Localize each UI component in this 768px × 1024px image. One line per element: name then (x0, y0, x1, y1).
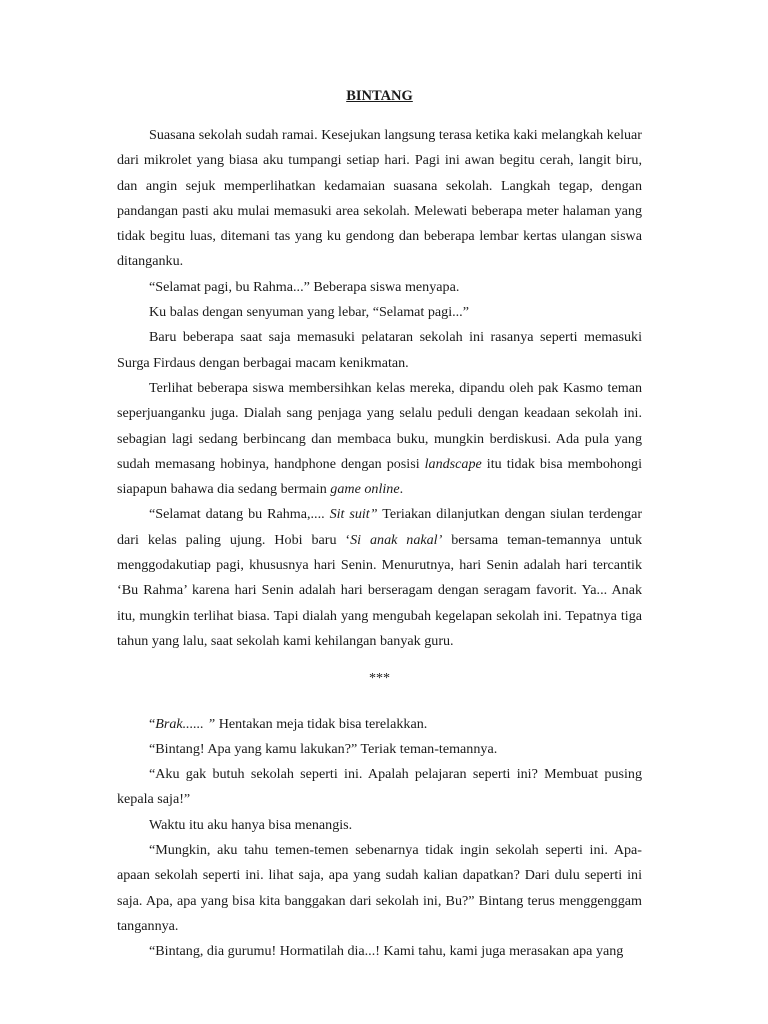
document-title: BINTANG (346, 88, 413, 104)
text-run: Terlihat beberapa siswa membersihkan kelas mereka, dipandu oleh pak Kasmo teman seperjuanganku juga. Dialah sang penjaga yang selalu peduli dengan keadaan sekolah ini. sebagian lagi sedang berbincang dan membaca buku, mungkin berdiskusi. Ada pula yang sudah memasang hobinya, handphone dengan posisi (117, 379, 642, 472)
text-run: Baru beberapa saat saja memasuki pelataran sekolah ini rasanya seperti memasuki Surga Firdaus dengan berbagai macam kenikmatan. (117, 329, 642, 371)
paragraph (117, 300, 642, 325)
italic-text: Sit suit” (329, 506, 378, 523)
italic-text: landscape (424, 455, 482, 472)
paragraph (117, 737, 642, 762)
text-run: “Selamat datang bu Rahma,.... (149, 506, 330, 523)
text-run: “ (149, 715, 156, 732)
text-run: itu tidak bisa membohongi siapapun bahawa dia sedang bermain (117, 455, 642, 498)
italic-text: game online (330, 481, 400, 498)
text-run: “Mungkin, aku tahu temen-temen sebenarnya tidak ingin sekolah seperti ini. Apa-apaan sekolah seperti ini. lihat saja, apa yang sudah kalian dapatkan? Dari dulu seperti ini saja. Apa, apa yang bisa kita banggakan dari sekolah ini, Bu?” Bintang terus menggenggam tangannya. (117, 842, 642, 934)
paragraph (117, 123, 642, 275)
document-page (117, 84, 642, 965)
text-run: Hentakan meja tidak bisa terelakkan. (215, 715, 428, 732)
paragraph (117, 502, 642, 654)
text-run: “Bintang! Apa yang kamu lakukan?” Teriak teman-temannya. (149, 740, 498, 757)
section-separator: *** (369, 671, 390, 687)
italic-text: Brak...... ” (155, 715, 216, 732)
story-part-1 (117, 123, 642, 654)
paragraph (117, 376, 642, 502)
text-run: Teriakan dilanjutkan dengan siulan terdengar dari kelas paling ujung. Hobi baru ‘ (117, 506, 643, 548)
paragraph (117, 275, 642, 300)
italic-text: Si anak nakal’ (350, 531, 443, 548)
paragraph (117, 838, 642, 939)
text-run: . (399, 481, 404, 498)
paragraph (117, 712, 642, 737)
paragraph (117, 325, 642, 376)
paragraph (117, 813, 642, 838)
text-run: Ku balas dengan senyuman yang lebar, “Selamat pagi...” (149, 304, 469, 321)
text-run: Waktu itu aku hanya bisa menangis. (149, 816, 353, 833)
text-run: Suasana sekolah sudah ramai. Kesejukan langsung terasa ketika kaki melangkah keluar dari mikrolet yang biasa aku tumpangi setiap hari. Pagi ini awan begitu cerah, langit biru, dan angin sejuk memperlihatkan kedamaian suasana sekolah. Langkah tegap, dengan pandangan pasti aku mulai memasuki area sekolah. Melewati beberapa meter halaman yang tidak begitu luas, ditemani tas yang ku gendong dan beberapa lembar kertas ulangan siswa ditanganku. (117, 127, 642, 270)
text-run: “Bintang, dia gurumu! Hormatilah dia...! Kami tahu, kami juga merasakan apa yang (149, 943, 624, 960)
paragraph (117, 762, 642, 813)
text-run: “Aku gak butuh sekolah seperti ini. Apalah pelajaran seperti ini? Membuat pusing kepala saja!” (117, 766, 642, 808)
text-run: bersama teman-temannya untuk menggodakutiap pagi, khususnya hari Senin. Menurutnya, hari Senin adalah hari tercantik ‘Bu Rahma’ karena hari Senin adalah hari berseragam dengan seragam favorit. Ya... Anak itu, mungkin terlihat biasa. Tapi dialah yang mengubah kegelapan sekolah ini. Tepatnya tiga tahun yang lalu, saat sekolah kami kehilangan banyak guru. (117, 531, 642, 649)
text-run: “Selamat pagi, bu Rahma...” Beberapa siswa menyapa. (149, 278, 460, 295)
story-part-2 (117, 712, 642, 965)
paragraph (117, 939, 642, 964)
